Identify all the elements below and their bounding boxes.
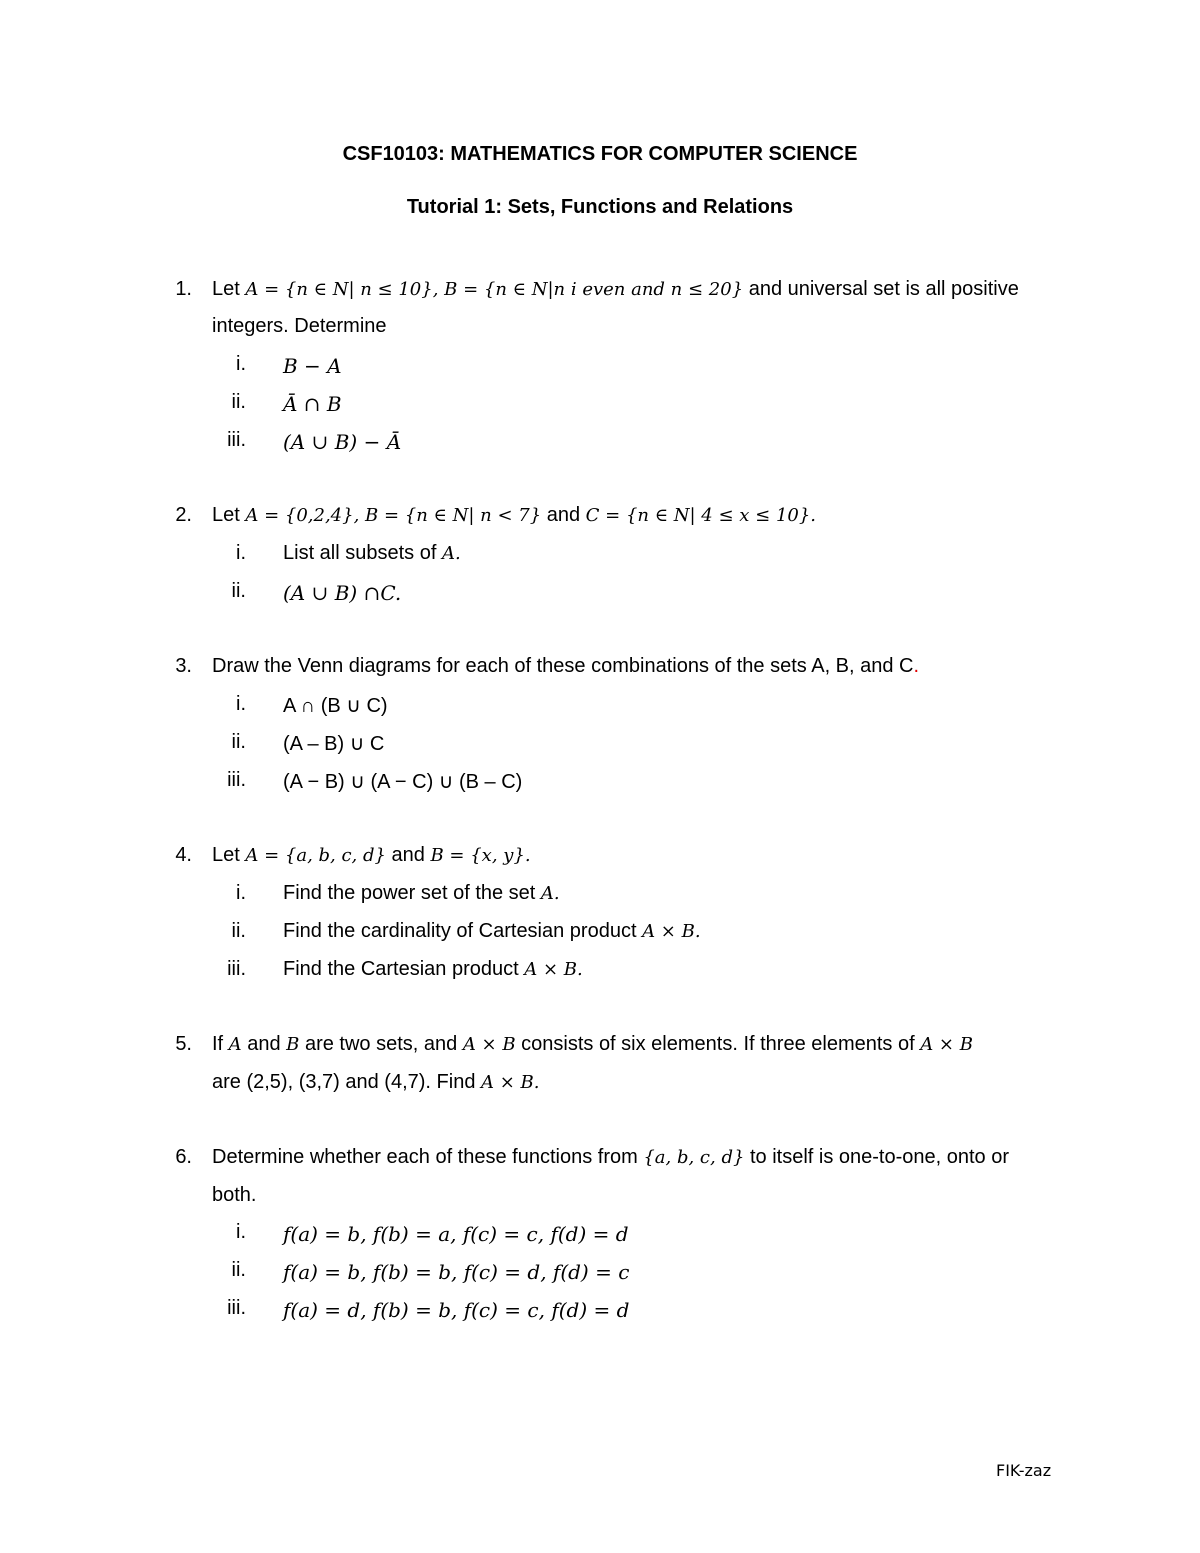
q4-item-math: A × B.	[642, 921, 701, 942]
q3-item-text: A ∩ (B ∪ C)	[283, 695, 388, 717]
q4-item-text: Find the cardinality of Cartesian product	[283, 920, 643, 942]
q2-item	[283, 542, 461, 565]
q4-item	[283, 882, 560, 905]
q3-item-text: (A − B) ∪ (A − C) ∪ (B – C)	[283, 771, 523, 793]
q5-t1: If	[212, 1033, 229, 1055]
q6-number: 6.	[175, 1146, 192, 1168]
q2-item-math: A.	[441, 543, 461, 564]
q4-prefix: Let	[212, 844, 246, 866]
q4-item-math: A × B.	[524, 959, 583, 980]
page-footer: FIK-zaz	[996, 1461, 1052, 1480]
q4-item	[283, 920, 701, 943]
q2-mid: and	[541, 504, 586, 526]
q5-m2: B	[286, 1034, 300, 1055]
q3-item-label: ii.	[231, 731, 246, 753]
document-title: CSF10103: MATHEMATICS FOR COMPUTER SCIENCE	[342, 143, 858, 165]
q5-t4: consists of six elements. If three elements of	[515, 1033, 921, 1055]
q6-item-math: f(a) = b, f(b) = b, f(c) = d, f(d) = c	[283, 1260, 630, 1284]
q5-t3: are two sets, and	[299, 1033, 463, 1055]
q4-item-label: i.	[236, 882, 246, 904]
q4-item-text: Find the power set of the set	[283, 882, 541, 904]
q1-prefix: Let	[212, 278, 246, 300]
q3-line	[212, 655, 919, 678]
q6-item-label: iii.	[227, 1297, 246, 1319]
q5-m3: A × B	[462, 1034, 516, 1055]
q5-t2: and	[241, 1033, 287, 1055]
q4-item-label: ii.	[231, 920, 246, 942]
q1-item-label: ii.	[231, 391, 246, 413]
q1-item-math: (A ∪ B) − Ā	[283, 430, 402, 454]
q2-line	[212, 504, 816, 527]
q6-item-label: i.	[236, 1221, 246, 1243]
q6-t2: to itself is one-to-one, onto or	[744, 1146, 1010, 1168]
q3-number: 3.	[175, 655, 192, 677]
q6-line1	[212, 1146, 1009, 1169]
q4-item-label: iii.	[227, 958, 246, 980]
q1-line2: integers. Determine	[212, 315, 387, 337]
q2-prefix: Let	[212, 504, 246, 526]
q5-m1: A	[228, 1034, 242, 1055]
q6-item-math: f(a) = d, f(b) = b, f(c) = c, f(d) = d	[283, 1298, 630, 1322]
q3-item-label: iii.	[227, 769, 246, 791]
q5-m4: A × B	[920, 1034, 973, 1055]
q5-line1	[212, 1033, 973, 1056]
q6-t1: Determine whether each of these functions from	[212, 1146, 644, 1168]
document-subtitle: Tutorial 1: Sets, Functions and Relations	[406, 196, 794, 218]
q1-suffix: and universal set is all positive	[743, 278, 1019, 300]
q3-item-text: (A – B) ∪ C	[283, 733, 385, 755]
q4-math1: A = {a, b, c, d}	[245, 845, 386, 866]
q1-item-math: Ā ∩ B	[283, 392, 342, 416]
q1-number: 1.	[175, 278, 192, 300]
q5-number: 5.	[175, 1033, 192, 1055]
q2-number: 2.	[175, 504, 192, 526]
q6-line2: both.	[212, 1184, 257, 1206]
q3-item-label: i.	[236, 693, 246, 715]
q4-line	[212, 844, 531, 867]
q5-line2	[212, 1071, 540, 1094]
q6-item-math: f(a) = b, f(b) = a, f(c) = c, f(d) = d	[283, 1222, 629, 1246]
q2-math2: C = {n ∈ N| 4 ≤ x ≤ 10}.	[585, 505, 817, 526]
q6-item-label: ii.	[231, 1259, 246, 1281]
q1-item-label: i.	[236, 353, 246, 375]
q4-math2: B = {x, y}.	[430, 845, 531, 866]
q4-item-text: Find the Cartesian product	[283, 958, 525, 980]
q2-item-math: (A ∪ B) ∩C.	[283, 581, 402, 605]
q4-item-math: A.	[540, 883, 560, 904]
q3-text: Draw the Venn diagrams for each of these combinations of the sets A, B, and C	[212, 655, 914, 677]
q4-mid: and	[385, 844, 431, 866]
q5-line2-text: are (2,5), (3,7) and (4,7). Find	[212, 1071, 482, 1093]
q4-number: 4.	[175, 844, 192, 866]
q1-math: A = {n ∈ N| n ≤ 10}, B = {n ∈ N|n i even and n ≤ 20}	[245, 279, 744, 300]
q2-item-label: i.	[236, 542, 246, 564]
q5-line2-math: A × B.	[481, 1072, 540, 1093]
q6-m1: {a, b, c, d}	[643, 1147, 745, 1168]
q4-item	[283, 958, 583, 981]
q1-item-math: B − A	[283, 354, 342, 378]
q3-dot: .	[913, 655, 920, 677]
q2-item-label: ii.	[231, 580, 246, 602]
q2-math1: A = {0,2,4}, B = {n ∈ N| n < 7}	[245, 505, 542, 526]
q2-item-text: List all subsets of	[283, 542, 442, 564]
q1-item-label: iii.	[227, 429, 246, 451]
q1-line1	[212, 278, 1019, 301]
